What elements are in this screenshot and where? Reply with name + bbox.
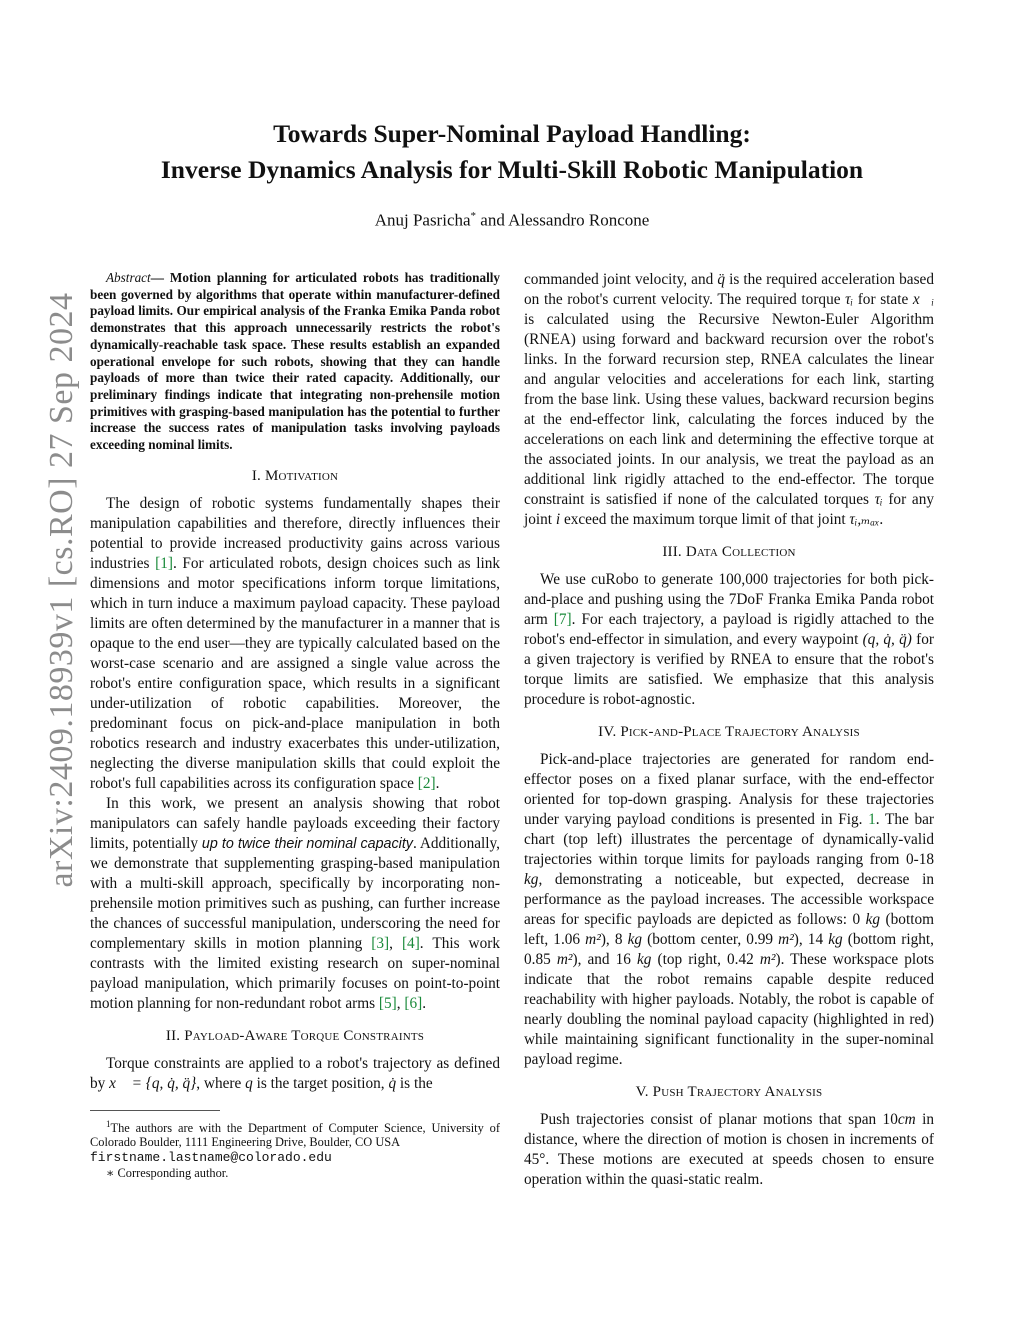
- section-heading-data-collection: III. Data Collection: [662, 544, 796, 560]
- paragraph-pick-and-place: Pick-and-place trajectories are generated for random end-effector poses on a fixed planar surface, with the end-effector oriented for top-down grasping. Analysis for these trajectories under varying payload conditions is presented in Fig. 1. The bar chart (top left) illustrates the percentage of dynamically-valid trajectories within torque limits for payloads ranging from 0-18 kg, demonstrating a noticeable, but expected, decrease in performance as the payload increases. The accessible workspace areas for specific payloads are depicted as follows: 0 kg (bottom left, 1.06 m²), 8 kg (bottom center, 0.99 m²), 14 kg (bottom right, 0.85 m²), and 16 kg (top right, 0.42 m²). These workspace plots indicate that the robot remains capable despite reduced reachability with higher payloads. Notably, the robot is capable of nearly doubling the nominal payload capacity (highlighted in red) while maintaining significant functionality in the super-nominal payload regime.: [524, 751, 935, 1068]
- paragraph-torque-constraints-cont: commanded joint velocity, and q̈ is the required acceleration based on the robot's current velocity. The required torque τᵢ for state x⃗ᵢ is calculated using the Recursive Newton-Euler Algorithm (RNEA) using forward and backward recursion over the robot's links. In the forward recursion step, RNEA calculates the linear and angular velocities and accelerations for each link, starting from the base link. Using these values, backward recursion begins at the end-effector link, calculating the forces induced by the accelerations on each link and determining the effective torque at the associated joints. In our analysis, we treat the payload as an additional link rigidly attached to the end-effector. The torque constraint is satisfied if none of the calculated torques τᵢ for any joint i exceed the maximum torque limit of that joint τᵢ,ₘₐₓ.: [524, 271, 934, 528]
- author-2: and Alessandro Roncone: [476, 210, 650, 230]
- citation-link[interactable]: [5]: [378, 994, 397, 1012]
- paragraph-push-trajectory: Push trajectories consist of planar motions that span 10cm in distance, where the direction of motion is chosen in increments of 45°. These motions are executed at speeds chosen to ensure operation within the quasi-static realm.: [524, 1111, 934, 1188]
- citation-link[interactable]: [3]: [371, 934, 390, 952]
- arxiv-identifier-stamp: arXiv:2409.18939v1 [cs.RO] 27 Sep 2024: [43, 292, 80, 888]
- title-line-1: Towards Super-Nominal Payload Handling:: [273, 119, 751, 148]
- paper-title: [100, 116, 924, 188]
- math-expression: x⃗ = {q, q̇, q̈}: [109, 1074, 197, 1092]
- author-email: firstname.lastname@colorado.edu: [90, 1150, 332, 1166]
- left-column: [90, 270, 500, 1180]
- math-expression: q: [245, 1074, 253, 1092]
- paragraph-torque-constraints: Torque constraints are applied to a robot's trajectory as defined by x⃗ = {q, q̇, q̈}, where q is the target position, q̇ is the: [90, 1054, 500, 1092]
- citation-link[interactable]: [2]: [417, 774, 436, 792]
- corresponding-mark: *: [470, 210, 477, 222]
- author-list: [100, 210, 924, 231]
- footnote-corresponding: ∗ Corresponding author.: [106, 1165, 229, 1180]
- paragraph-motivation-1: The design of robotic systems fundamentally shapes their manipulation capabilities and therefore, directly influences their potential to provide increased productivity gains across various industries [1]. For articulated robots, design choices such as link dimensions and motor specifications inform torque limitations, which in turn induce a maximum payload capacity. These payload limits are often determined by the manufacturer in a manner that is opaque to the end user—they are typically calculated based on the worst-case scenario and are assigned a single value across the robot's entire configuration space, which results in a significant under-utilization of robotic capabilities. Moreover, the predominant focus on pick-and-place manipulation in both robotics research and industry exacerbates this under-utilization, neglecting the diverse manipulation skills that could exploit the robot's full capabilities across its configuration space [2].: [90, 494, 500, 792]
- math-expression: q̇: [388, 1074, 397, 1092]
- citation-link[interactable]: [4]: [401, 934, 420, 952]
- section-heading-torque-constraints: II. Payload-Aware Torque Constraints: [165, 1027, 425, 1044]
- abstract-label: Abstract: [106, 270, 151, 285]
- section-heading-push-trajectory: V. Push Trajectory Analysis: [635, 1084, 823, 1100]
- paragraph-motivation-2: In this work, we present an analysis showing that robot manipulators can safely handle payloads exceeding their factory limits, potentially up to twice their nominal capacity. Additionally, we demonstrate that supplementing grasping-based manipulation with a multi-skill approach, specifically by incorporating non-prehensile motion primitives such as pushing, can further increase the chances of successful manipulation, underscoring the need for complementary skills in motion planning [3], [4]. This work contrasts with the limited existing research on super-nominal payload manipulation, which primarily focuses on point-to-point motion planning for non-redundant robot arms [5], [6].: [90, 794, 500, 1012]
- emphasis-text: up to twice their nominal capacity: [201, 835, 413, 852]
- footnote-affiliation: $^1$The authors are with the Department of Computer Science, University of Colorado Boulder, 1111 Engineering Drive, Boulder, CO USA firstname.lastname@colorado.edu: [90, 1118, 500, 1166]
- title-line-2: Inverse Dynamics Analysis for Multi-Skill Robotic Manipulation: [160, 155, 864, 184]
- section-heading-motivation: I. Motivation: [251, 467, 339, 484]
- right-column: [524, 270, 934, 1190]
- citation-link[interactable]: [7]: [553, 611, 572, 628]
- footnote-divider: [90, 1110, 220, 1111]
- abstract-text: — Motion planning for articulated robots has traditionally been governed by algorithms that operate within manufacturer-defined payload limits. Our empirical analysis of the Franka Emika Panda robot demonstrates that this approach unnecessarily restricts the robot's dynamically-reachable task space. These results establish an expanded operational envelope for such robots, showing that they can handle payloads of more than twice their rated capacity. Additionally, our preliminary findings indicate that integrating non-prehensile motion primitives with grasping-based manipulation has the potential to further increase the success rates of manipulation tasks involving payloads exceeding nominal limits.: [90, 270, 500, 453]
- citation-link[interactable]: [6]: [404, 994, 423, 1012]
- author-1: Anuj Pasricha: [374, 210, 471, 230]
- citation-link[interactable]: [1]: [155, 554, 173, 572]
- section-heading-pick-and-place: IV. Pick-and-Place Trajectory Analysis: [598, 724, 860, 740]
- abstract: [90, 270, 500, 454]
- figure-link[interactable]: 1: [868, 811, 876, 828]
- paragraph-data-collection: We use cuRobo to generate 100,000 trajectories for both pick-and-place and pushing using the 7DoF Franka Emika Panda robot arm [7]. For each trajectory, a payload is rigidly attached to the robot's end-effector in simulation, and every waypoint (q, q̇, q̈) for a given trajectory is verified by RNEA to ensure that the robot's torque limits are satisfied. We emphasize that this analysis procedure is robot-agnostic.: [524, 571, 934, 708]
